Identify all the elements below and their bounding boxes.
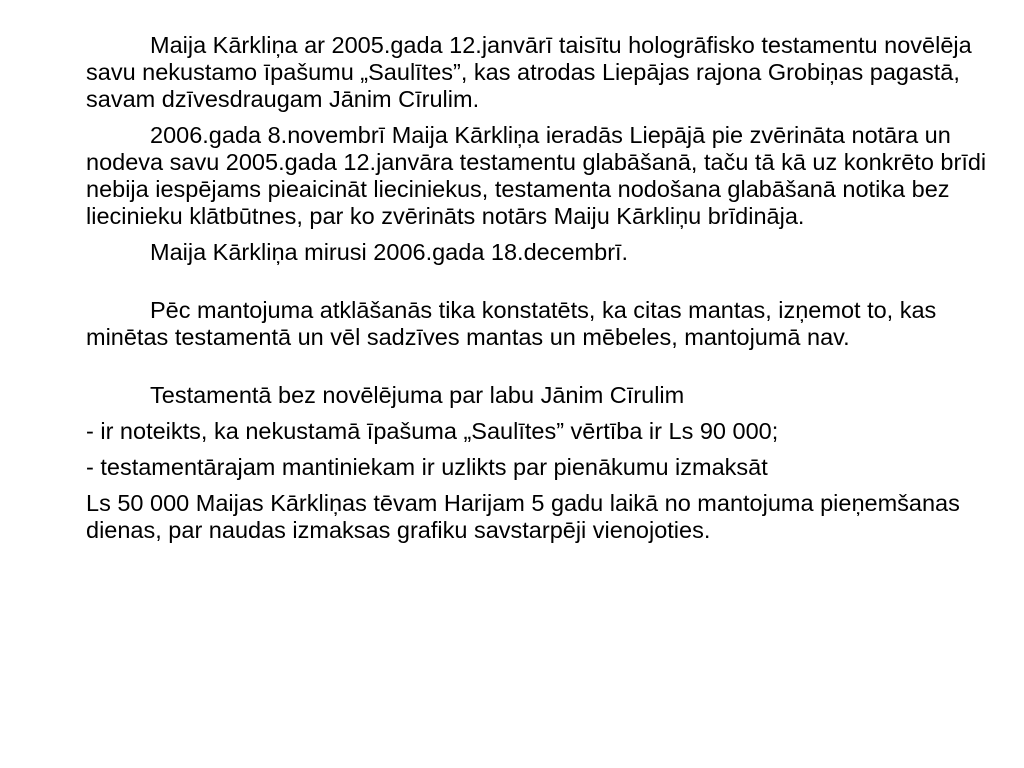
paragraph-will-terms: Testamentā bez novēlējuma par labu Jānim Cīrulim bbox=[150, 382, 685, 408]
list-item-property-value: - ir noteikts, ka nekustamā īpašuma „Saulītes” vērtība ir Ls 90 000; bbox=[86, 418, 779, 444]
slide-body bbox=[86, 32, 998, 553]
paragraph-notary-visit: 2006.gada 8.novembrī Maija Kārkliņa ieradās Liepājā pie zvērināta notāra un nodeva savu 2005.gada 12.janvāra testamentu glabāšanā, taču tā kā uz konkrēto brīdi nebija iespējams pieaicināt lieciniekus, testamenta nodošana glabāšanā notika bez liecinieku klātbūtnes, par ko zvērināts notārs Maiju Kārkliņu brīdināja. bbox=[86, 122, 987, 229]
paragraph-death-date: Maija Kārkliņa mirusi 2006.gada 18.decembrī. bbox=[150, 239, 629, 265]
paragraph-payment-terms: Ls 50 000 Maijas Kārkliņas tēvam Harijam 5 gadu laikā no mantojuma pieņemšanas dienas, par naudas izmaksas grafiku savstarpēji vienojoties. bbox=[86, 490, 960, 543]
paragraph-inheritance-opening: Pēc mantojuma atklāšanās tika konstatēts, ka citas mantas, izņemot to, kas minētas testamentā un vēl sadzīves mantas un mēbeles, mantojumā nav. bbox=[86, 297, 937, 350]
list-item-heir-obligation: - testamentārajam mantiniekam ir uzlikts par pienākumu izmaksāt bbox=[86, 454, 768, 480]
paragraph-will-description: Maija Kārkliņa ar 2005.gada 12.janvārī taisītu hologrāfisko testamentu novēlēja savu nekustamo īpašumu „Saulītes”, kas atrodas Liepājas rajona Grobiņas pagastā, savam dzīvesdraugam Jānim Cīrulim. bbox=[86, 32, 972, 112]
